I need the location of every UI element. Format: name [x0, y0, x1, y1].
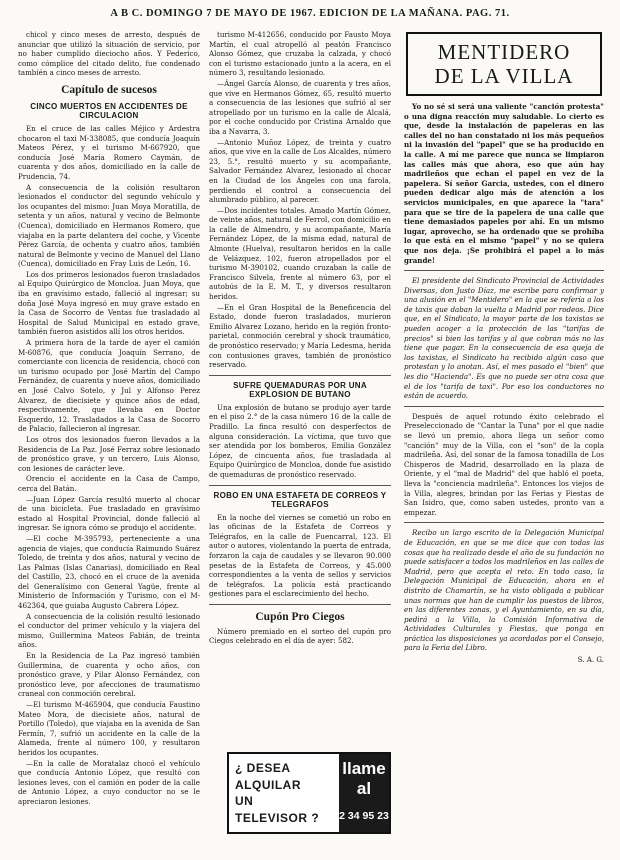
paragraph: Yo no sé si será una valiente "canción protesta" o una digna reacción muy saludable. Lo cierto es que, desde la instalación de papeleras en las calles del no han constatado ni los más pequeños ni la invasión del "papel" que se ha producido en la calle. A mí me parece que nunca se limpiaron las calles más que ahora, eso que aún hay madrileños que echan el papel en vez de la papelera. Sí señor Garcia, ustedes, con el dinero pueden dedicar algo más de atención a los servicios municipales, en que aparece la "tara" para que se tire de la papelera de una calle que tiene demasiados papeles por ahí. En un mismo lugar, aprovecho, se ha ordenado que se prohíba lo que está en el mismo "papel" y no se quiera que nos deja. ¡Se prohibirá el papel a lo más grande! [404, 102, 604, 265]
intro-paragraph: chicol y cinco meses de arresto, después de anunciar que utilizó la situación de servicio, por no haber cumplido dieciocho años. Y Federico, como cómplice del citado delito, fue condenado también a cinco meses de arresto. [18, 30, 200, 78]
tv-rental-ad [227, 752, 391, 834]
ad-call-box [339, 754, 389, 832]
ad-phone-number: 2 34 95 23 [339, 810, 389, 822]
section-heading-sucesos: Capítulo de sucesos [61, 83, 157, 96]
ad-call-word: al [356, 779, 372, 798]
paragraph: En la noche del viernes se cometió un robo en las oficinas de la Estafeta de Correos y Telégrafos, en la calle de Fuencarral, 123. El autor o autores, violentando la puerta de entrada, forzaron la caja de caudales y se llevaron 90.000 pesetas de la Estafeta de Correos, y 45.000 correspondientes a la venta de sellos y servicios de telégrafos. La policía está practicando gestiones para el esclarecimiento del hecho. [209, 512, 391, 599]
paragraph: —En la calle de Moratalaz chocó el vehículo que conducía Antonio López, que resultó con lesiones leves, con el camión en poder de la calle de Antonio López, a cuyo conductor no se le apreciaron lesiones. [18, 758, 200, 806]
heading-butano: SUFRE QUEMADURAS POR UNA EXPLOSION DE BUTANO [233, 380, 367, 400]
title-line: DE LA VILLA [434, 64, 574, 88]
paragraph: Después de aquel rotundo éxito celebrado el Preseleccionado de "Cantar la Tuna" por el que nadie se llevó un premio, ahora llega un señor como "canción" muy de la Villa, con el "son" de la copla madrileña. Así, del sonar de la famosa tonadilla de Los Chisperos de Madrid, desarrollado en la plaza de Oriente, y el "mal de Madrid" del que habló el poeta, lleva la "conciencia madrileña". Entonces los viejos de la Villa, alegres, brindan por las Ferias y Fiestas de San Isidro, que, como saben ustedes, pronto van a empezar. [404, 411, 604, 517]
paragraph: A primera hora de la tarde de ayer el camión M-60876, que conducía Joaquín Serrano, de comerciante con licencia de residencia, chocó con un turismo ocupado por José Martín del Campo Fernández, de cuarenta y nueve años, domiciliado en José Calvo Sotelo, y Jul y Alfonso Perez Alvarez, de diecisiete y quince años de edad, respectivamente, que llevaba en Doctor Esquerdo, 12. Trasladados a la Casa de Socorro de Palacio, fallecieron al ingresar. [18, 338, 200, 434]
ad-line: TELEVISOR ? [235, 810, 320, 825]
paragraph: —Juan López García resultó muerto al chocar de una bicicleta. Fue trasladado en gravísimo estado al Hospital Provincial, donde falleció al ingresar. Se ignora cómo se produjo el accidente. [18, 494, 200, 533]
heading-cupon: Cupón Pro Ciegos [255, 610, 345, 623]
paragraph: Los dos primeros lesionados fueron trasladados al Equipo Quirúrgico de Moncloa. Juan Moya, que iba en gravísimo estado, falleció al ingresar; su doña José Moya ingresó en muy grave estado en la Casa de Socorro de Ventas fue trasladado al Hospital de Salud Municipal en estado grave, también fueron asistidos allí los otros heridos. [18, 269, 200, 337]
page-header: A B C. DOMINGO 7 DE MAYO DE 1967. EDICION DE LA MAÑANA. PAG. 71. [110, 8, 510, 19]
divider [404, 406, 604, 407]
paragraph: En el cruce de las calles Méjico y Ardestra chocaron el taxi M-338085, que conducía Joaquín Mateos Pérez, y el turismo M-667920, que conducía José María Romero Caymán, de cuarenta y dos años, domiciliado en la calle de Prudencia, 74. [18, 123, 200, 181]
cupon-paragraph: Número premiado en el sorteo del cupón pro Ciegos celebrado en el día de ayer: 582. [209, 626, 391, 646]
paragraph: A consecuencia de la colisión resultó lesionado el conductor del primer vehículo y la viajera del mismo, Guillermina Mateos Fabián, de treinta años. [18, 611, 200, 650]
divider [404, 522, 604, 523]
paragraph: turismo M-412656, conducido por Fausto Moya Martín, el cual atropelló al peatón Francisco Alonso Gómez, que cruzaba la calzada, y chocó con el turismo estacionado junto a la acera, en el número 3, resultando lesionado. [209, 30, 391, 78]
divider [404, 270, 604, 271]
divider [209, 375, 391, 376]
column-3 [404, 30, 604, 848]
signature: S. A. G. [577, 655, 604, 665]
divider [209, 485, 391, 486]
paragraph: El presidente del Sindicato Provincial de Actividades Diversas, don Justo Díaz, me escribe para confirmar y una alusión en el "Mentidero" en la que se refería a los de taxis que daban la vuelta a Madrid por rodeos. Dice que, en el Sindicato, la mayor parte de los taxistas se pueden acoger a la protección de las "tarifas de precios" si bien las tarifas y al que cobran más no las tiene que pagar. En la consecuencia de esa queja de los taxistas, el Sindicato ha recibido algún caso que protestan y lo anotan. Así, el mes pasado el "bien" que les dio "Hacienda". Es que no puede ser otra cosa que el de los "tarifa de taxi". Por eso los conductores no están de acuerdo. [404, 276, 604, 401]
paragraph: —Antonio Muñoz López, de treinta y cuatro años, que vive en la calle de Los Alcaldes, número 23, 5.°, resultó muerto y su acompañante, Salvador Fernández Alvarez, lesionado al chocar en la Ciudad de los Ángeles con una farola, perdiendo el control a consecuencia del alumbrado público, al parecer. [209, 137, 391, 205]
divider [209, 604, 391, 605]
paragraph: Orencio el accidente en la Casa de Campo, cerca del Batán. [18, 474, 200, 493]
paragraph: Los otros dos lesionados fueron llevados a la Residencia de La Paz. José Ferraz sobre lesionado de pronóstico grave, y un tercero, Luis Alonso, con lesiones de carácter leve. [18, 434, 200, 473]
ad-line: ¿ DESEA [235, 761, 291, 775]
paragraph: En la Residencia de La Paz ingresó también Guillermina, de cuarenta y ocho años, con pronóstico grave, y Pilar Alonso Fernández, con pronóstico leve, por afecciones de traumatismo craneal con conmoción cerebral. [18, 651, 200, 699]
paragraph: Recibo un largo escrito de la Delegación Municipal de Educación, en que se me dice que con todas las cosas que ha realizado desde el año de su fundación no puede satisfacer a todos los madrileños en las calles de Madrid, pero que acepta el reto. En todo caso, la Delegación Municipal de Educación, ahora en el distrito de Chamartín, se ha visto obligada a publicar unas normas que han de cumplir los puestos de libros, en las diferentes zonas, y el Ayuntamiento, en su día, pedirá a la Villa, la Comisión Informativa de Actividades Culturales y Fiestas, que ponga en práctica las disposiciones ya acordadas por el Consejo, para la Feria del Libro. [404, 528, 604, 653]
paragraph: —En el Gran Hospital de la Beneficencia del Estado, donde fueron trasladados, murieron Emilio Alvarez Lozano, herido en la región fronto-parietal, conmoción cerebral y shock traumático, de pronóstico reservado; y María Ledesma, herida con contusiones graves, también de pronóstico reservado. [209, 302, 391, 370]
heading-robo: ROBO EN UNA ESTAFETA DE CORREOS Y TELEGRAFOS [213, 490, 387, 510]
paragraph: —El coche M-395793, perteneciente a una agencia de viajes, que conducía Raimundo Suárez Toledo, de treinta y dos años, natural y vecino de Las Palmas (Islas Canarias), domiciliado en Real del Castillo, 23, chocó en el cruce de la avenida del Generalísimo con General Yagüe, frente al Ministerio de Información y Turismo, con el M-462364, que guiaba Augusto Cabrera López. [18, 533, 200, 611]
col1-paragraphs [18, 124, 200, 807]
paragraph: —Dos incidentes totales. Amado Martín Gómez, de veinte años, natural de Ferrol, con domicilio en la calle de Almendro, y su acompañante, María Fernández López, de la misma edad, natural de Almonte (Huelva), resultaron heridos en la calle de Velázquez, 102, fueron atropellados por el turismo M-390102, cuando cruzaban la calle de Francisco Silvela, frente al número 63, por el autobús de la E. M. T., y diversos resultaron heridos. [209, 205, 391, 302]
paragraph: —El turismo M-465904, que conducía Faustino Mateo Mora, de diecisiete años, natural de Portillo (Toledo), que viajaba en la avenida de San Fermín, 7, sufrió un accidente en la calle de la Alameda, frente al número 100, y resultaron heridos los ocupantes. [18, 700, 200, 757]
title-line: MENTIDERO [437, 40, 571, 64]
mentidero-title-box [406, 32, 602, 96]
column-1 [18, 30, 200, 848]
subheading-accidentes: CINCO MUERTOS EN ACCIDENTES DE CIRCULACION [30, 101, 188, 121]
column-2 [209, 30, 391, 848]
paragraph: Una explosión de butano se produjo ayer tarde en el piso 2.° de la casa número 16 de la calle de Pradillo. La finca resultó con desperfectos de alguna consideración. La víctima, que tuvo que ser atendida por los bomberos, Emilia González López, de cincuenta años, fue trasladada al Equipo Quirúrgico de Moncloa, donde fue asistido de quemaduras de pronóstico reservado. [209, 402, 391, 479]
paragraph: —Ángel García Alonso, de cuarenta y tres años, que vive en Hermanos Gómez, 65, resultó muerto a consecuencia de las lesiones que sufrió al ser atropellado por un turismo en la calle de Alcalá, por el coche conducido por Cristina Arnaldo que iba a Navarra, 3. [209, 78, 391, 136]
paragraph: A consecuencia de la colisión resultaron lesionados el conductor del segundo vehículo y los ocupantes del mismo: Juan Moya Moratilla, de setenta y un años, natural y vecino de Belmonte (Cuenca), domiciliado en Hermanos Romero, que viajaba en la parte delantera del coche, y Vicente Pérez García, de ochenta y cuatro años, también natural de Belmonte y vecino de Manuel del Llano (Cuenca), domiciliado en Fray Luis de León, 16. [18, 182, 200, 269]
ad-line: ALQUILAR [235, 777, 301, 792]
ad-headline [235, 760, 331, 826]
ad-call-word: llame [342, 759, 386, 778]
ad-line: UN [235, 794, 254, 808]
